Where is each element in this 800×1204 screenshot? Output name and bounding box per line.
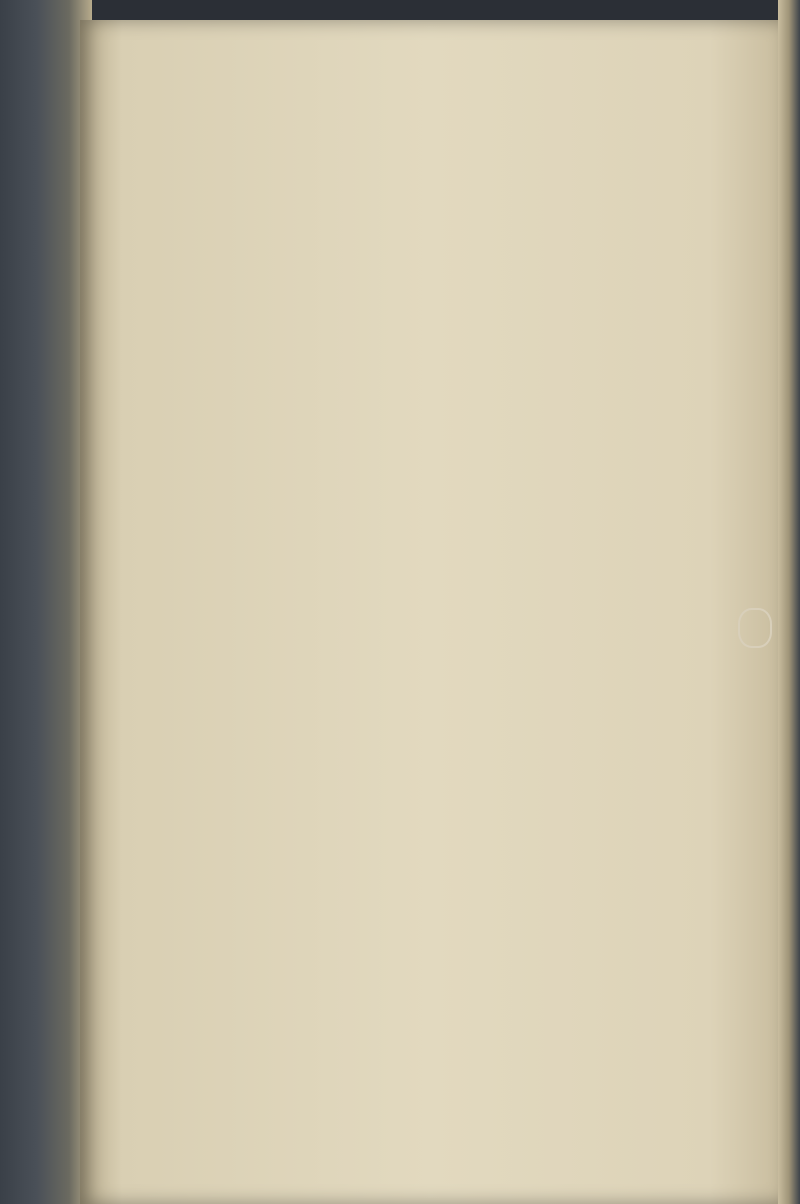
book-binding xyxy=(0,0,92,1204)
binding-thread xyxy=(738,608,772,648)
page-edge xyxy=(778,0,800,1204)
book-page xyxy=(80,20,780,1204)
